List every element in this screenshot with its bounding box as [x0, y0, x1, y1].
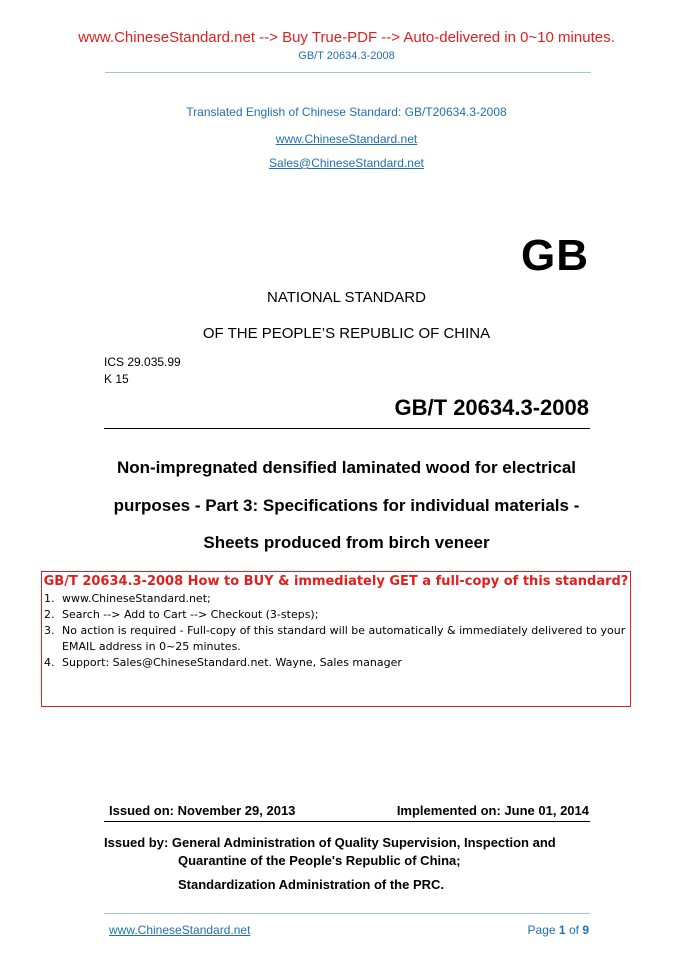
footer-divider — [104, 913, 590, 914]
list-item-text[interactable]: www.ChineseStandard.net; — [62, 592, 211, 605]
header-divider — [105, 72, 591, 73]
list-item-number: 4. — [44, 656, 55, 669]
list-item — [42, 655, 630, 671]
issued-by-line: Quarantine of the People's Republic of China; — [178, 853, 461, 868]
list-item-number: 1. — [44, 592, 55, 605]
translated-notice: Translated English of Chinese Standard: GB/T20634.3-2008 — [186, 105, 507, 119]
issuing-authority — [104, 834, 556, 870]
issued-by-line: Standardization Administration of the PRC. — [178, 877, 445, 892]
document-title-line: Non-impregnated densified laminated wood for electrical — [116, 458, 577, 477]
gb-logo: GB — [521, 231, 589, 280]
national-standard-heading: NATIONAL STANDARD — [267, 289, 426, 306]
prc-heading: OF THE PEOPLE’S REPUBLIC OF CHINA — [202, 325, 491, 342]
list-item — [42, 591, 630, 607]
page-label: Page — [527, 923, 556, 937]
ics-code: ICS 29.035.99 — [104, 355, 181, 369]
page-current: 1 — [558, 923, 566, 937]
list-item — [42, 623, 630, 655]
document-title-line: purposes - Part 3: Specifications for individual materials - — [113, 496, 580, 515]
document-title-line: Sheets produced from birch veneer — [203, 533, 490, 552]
implemented-on-date: Implemented on: June 01, 2014 — [396, 803, 589, 818]
page-total: 9 — [582, 923, 589, 937]
standard-number-divider — [104, 428, 590, 429]
standard-number: GB/T 20634.3-2008 — [394, 395, 589, 420]
top-banner[interactable]: www.ChineseStandard.net --> Buy True-PDF --> Auto-delivered in 0~10 minutes. — [78, 29, 615, 46]
issued-by-line: Issued by: General Administration of Quality Supervision, Inspection and — [104, 835, 556, 850]
list-item-text: No action is required - Full-copy of this standard will be automatically & immediately delivered to your EMAIL address in 0~25 minutes. — [62, 624, 626, 653]
list-item — [42, 607, 630, 623]
footer-website-link[interactable]: www.ChineseStandard.net — [109, 923, 251, 937]
header-standard-code: GB/T 20634.3-2008 — [298, 50, 395, 62]
list-item-text: Search --> Add to Cart --> Checkout (3-steps); — [62, 608, 319, 621]
purchase-info-title[interactable]: GB/T 20634.3-2008 How to BUY & immediately GET a full-copy of this standard? — [43, 574, 629, 589]
classification-code: K 15 — [104, 372, 129, 386]
list-item-number: 2. — [44, 608, 55, 621]
page-of: of — [568, 923, 579, 937]
issued-on-date: Issued on: November 29, 2013 — [109, 803, 296, 818]
purchase-steps-list — [42, 591, 630, 671]
intro-website-link[interactable]: www.ChineseStandard.net — [275, 132, 418, 146]
page-indicator — [528, 923, 589, 937]
list-item-text: Support: Sales@ChineseStandard.net. Wayne, Sales manager — [62, 656, 402, 669]
purchase-info-box — [41, 571, 631, 707]
list-item-number: 3. — [44, 624, 55, 637]
intro-email-link[interactable]: Sales@ChineseStandard.net — [269, 156, 424, 170]
issue-divider — [104, 821, 590, 822]
